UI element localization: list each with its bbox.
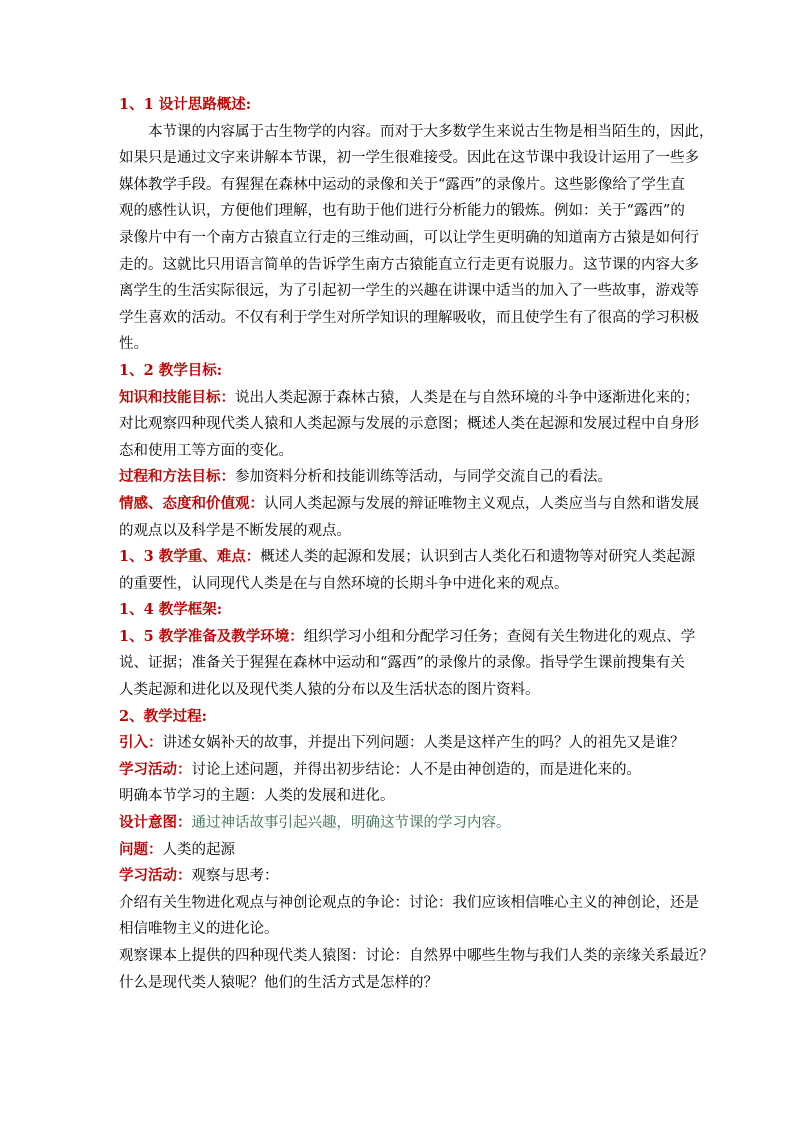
document-page: [119, 92, 714, 996]
preparation: [119, 624, 696, 651]
key-points: [119, 544, 696, 571]
paragraph-line: 相信唯物主义的进化论。: [119, 921, 279, 938]
question-label: 问题：: [119, 840, 163, 858]
design-intent: [119, 810, 681, 837]
key-points-label: 1、3 教学重、难点：: [119, 548, 261, 566]
question: [119, 837, 681, 864]
intro: [119, 730, 685, 757]
section-1-1-heading: 1、1 设计思路概述:: [119, 96, 252, 113]
paragraph-line: 媒体教学手段。有猩猩在森林中运动的录像和关于“露西”的录像片。这些影像给了学生直: [119, 176, 685, 193]
section-1-2-heading: 1、2 教学目标:: [119, 361, 223, 379]
learning-activity-2-label: 学习活动：: [119, 867, 192, 885]
paragraph-line: 的观点以及科学是不断发展的观点。: [119, 522, 351, 539]
intro-label: 引入：: [119, 734, 163, 752]
paragraph-line: 介绍有关生物进化观点与神创论观点的争论：讨论：我们应该相信唯心主义的神创论，还是: [119, 894, 699, 911]
emotion-goal-label: 情感、态度和价值观：: [119, 494, 264, 512]
paragraph-line: 观察课本上提供的四种现代类人猿图：讨论：自然界中哪些生物与我们人类的亲缘关系最近？: [119, 948, 714, 964]
lesson-theme: 明确本节学习的主题：人类的发展和进化。: [119, 788, 395, 805]
emotion-goal: [119, 491, 699, 518]
paragraph-line: 的重要性，认同现代人类是在与自然环境的长期斗争中进化来的观点。: [119, 575, 569, 592]
paragraph-line: 观的感性认识，方便他们理解，也有助于他们进行分析能力的锻炼。例如：关于“露西”的: [119, 203, 685, 220]
paragraph-line: 如果只是通过文字来讲解本节课，初一学生很难接受。因此在这节课中我设计运用了一些多: [119, 150, 699, 167]
learning-activity-2: [119, 863, 681, 890]
paragraph-line: 学生喜欢的活动。不仅有利于学生对所学知识的理解吸收，而且使学生有了很高的学习积极: [119, 309, 699, 326]
paragraph-line: 性。: [119, 336, 148, 353]
question-text: 人类的起源: [162, 841, 235, 858]
knowledge-goal-label: 知识和技能目标：: [119, 388, 235, 406]
paragraph-line: 本节课的内容属于古生物学的内容。而对于大多数学生来说古生物是相当陌生的，因此，: [148, 123, 714, 140]
process-goal-label: 过程和方法目标：: [119, 468, 235, 486]
emotion-goal-text: 认同人类起源与发展的辩证唯物主义观点，人类应当与自然和谐发展: [264, 495, 699, 512]
process-goal: [119, 464, 681, 491]
preparation-label: 1、5 教学准备及教学环境：: [119, 627, 304, 645]
design-intent-label: 设计意图：: [119, 814, 192, 832]
paragraph-line: 录像片中有一个南方古猿直立行走的三维动画，可以让学生更明确的知道南方古猿是如何行: [119, 229, 699, 246]
preparation-text: 组织学习小组和分配学习任务；查阅有关生物进化的观点、学: [303, 628, 696, 645]
intro-text: 讲述女娲补天的故事，并提出下列问题：人类是这样产生的吗？人的祖先又是谁？: [162, 735, 685, 752]
learning-activity-2-text: 观察与思考：: [191, 868, 279, 885]
paragraph-line: 走的。这就比只用语言简单的告诉学生南方古猿能直立行走更有说服力。这节课的内容大多: [119, 256, 699, 273]
learning-activity-label: 学习活动：: [119, 760, 192, 778]
section-1-4-heading: 1、4 教学框架:: [119, 601, 223, 619]
learning-activity-text: 讨论上述问题，并得出初步结论：人不是由神创造的，而是进化来的。: [191, 761, 641, 778]
learning-activity: [119, 757, 681, 784]
key-points-text: 概述人类的起源和发展；认识到古人类化石和遗物等对研究人类起源: [260, 549, 696, 566]
paragraph-line: 人类起源和进化以及现代类人猿的分布以及生活状态的图片资料。: [119, 682, 540, 699]
design-intent-text: 通过神话故事引起兴趣，明确这节课的学习内容。: [191, 815, 511, 832]
paragraph-line: 对比观察四种现代类人猿和人类起源与发展的示意图；概述人类在起源和发展过程中自身形: [119, 416, 699, 433]
section-2-heading: 2、教学过程:: [119, 707, 207, 725]
paragraph-line: 离学生的生活实际很远，为了引起初一学生的兴趣在讲课中适当的加入了一些故事，游戏等: [119, 283, 699, 300]
design-overview-paragraph: [119, 119, 714, 358]
paragraph-line: 说、证据；准备关于猩猩在森林中运动和“露西”的录像片的录像。指导学生课前搜集有关: [119, 655, 685, 672]
knowledge-goal-text: 说出人类起源于森林古猿，人类是在与自然环境的斗争中逐渐进化来的；: [235, 389, 699, 406]
paragraph-line: 什么是现代类人猿呢？他们的生活方式是怎样的？: [119, 974, 438, 991]
process-goal-text: 参加资料分析和技能训练等活动，与同学交流自己的看法。: [235, 469, 612, 486]
paragraph-line: 态和使用工等方面的变化。: [119, 442, 293, 459]
knowledge-goal: [119, 385, 699, 412]
